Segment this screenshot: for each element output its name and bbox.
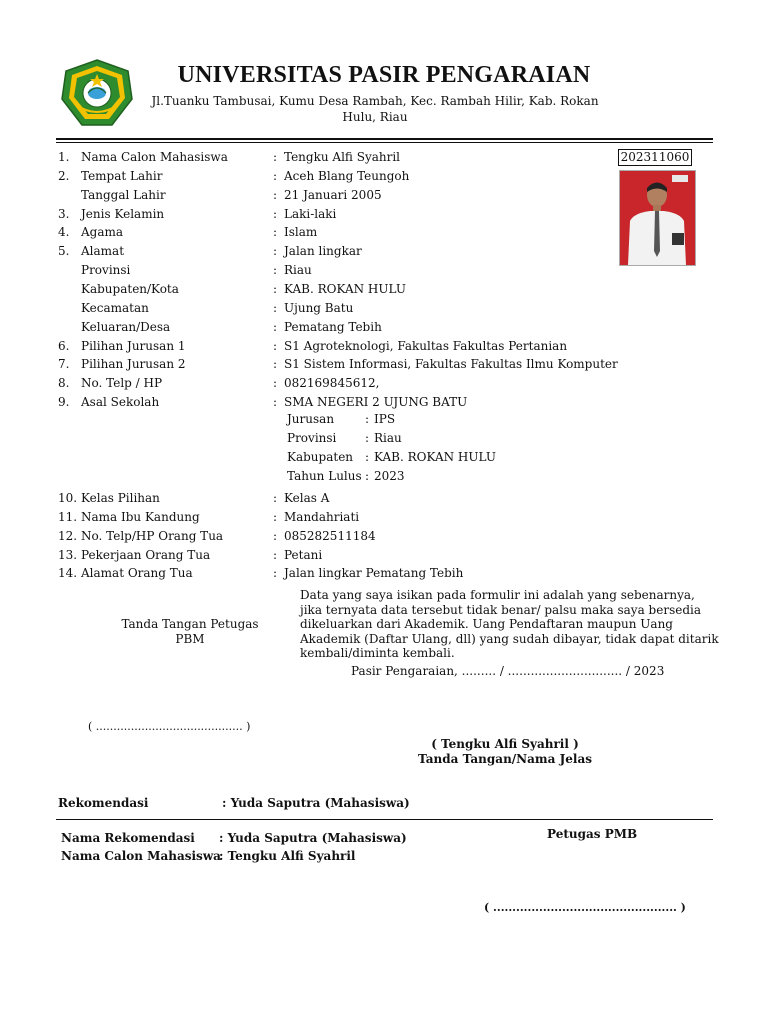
field-number: 3. — [58, 206, 70, 221]
field-label: Alamat — [81, 244, 125, 259]
field-label: Nama Ibu Kandung — [81, 509, 200, 524]
field-number: 1. — [58, 150, 70, 164]
field-value: SMA NEGERI 2 UJUNG BATU — [284, 395, 468, 410]
field-colon: : — [273, 206, 278, 221]
field-number: 6. — [58, 338, 70, 353]
field-colon: : — [273, 509, 278, 524]
officer-signature-label-line2: PBM — [175, 632, 205, 646]
field-number: 7. — [58, 357, 70, 372]
field-number: 14. — [58, 566, 78, 581]
field-label: Pekerjaan Orang Tua — [81, 547, 211, 562]
field-label: Pilihan Jurusan 1 — [81, 338, 186, 353]
applicant-signature-name: ( Tengku Alfi Syahril ) — [431, 737, 579, 751]
declaration-place-date: Pasir Pengaraian, ......... / .............................. / 2023 — [351, 664, 665, 678]
field-value: Kelas A — [284, 491, 330, 505]
field-value: 085282511184 — [284, 528, 376, 543]
field-value: S1 Agroteknologi, Fakultas Fakultas Pertanian — [284, 338, 568, 353]
footer-rec-name-label: Nama Rekomendasi — [61, 831, 195, 845]
school-detail-value: 2023 — [374, 469, 405, 483]
officer-signature-label-line1: Tanda Tangan Petugas — [121, 617, 259, 631]
school-detail-value: KAB. ROKAN HULU — [374, 450, 496, 464]
field-value: Jalan lingkar — [284, 244, 362, 259]
school-detail-label: Jurusan — [287, 412, 335, 426]
registration-number: 202311060 — [618, 149, 692, 166]
field-value: Islam — [284, 225, 318, 240]
school-detail-colon: : — [365, 469, 370, 483]
field-value: S1 Sistem Informasi, Fakultas Fakultas Ilmu Komputer — [284, 357, 618, 372]
field-number: 4. — [58, 225, 70, 240]
school-detail-value: IPS — [374, 412, 396, 426]
field-colon: : — [273, 281, 278, 296]
footer-applicant-value: : Tengku Alfi Syahril — [219, 849, 356, 863]
field-label: No. Telp / HP — [81, 376, 163, 391]
field-colon: : — [273, 491, 278, 505]
field-value: Petani — [284, 547, 323, 562]
field-colon: : — [273, 395, 278, 410]
officer-signature-blank: ( .......................................... ) — [88, 720, 251, 733]
field-number: 13. — [58, 547, 78, 562]
header-divider-thick — [56, 138, 713, 140]
officer-signature-label — [100, 617, 280, 647]
field-value: Tengku Alfi Syahril — [284, 150, 401, 164]
field-value: Ujung Batu — [284, 300, 354, 315]
footer-applicant-label: Nama Calon Mahasiswa — [61, 849, 221, 863]
school-detail-label: Provinsi — [287, 431, 337, 445]
field-label: No. Telp/HP Orang Tua — [81, 528, 224, 543]
field-colon: : — [273, 357, 278, 372]
field-value: Riau — [284, 263, 312, 278]
field-number: 10. — [58, 491, 78, 505]
field-label: Kecamatan — [81, 300, 149, 315]
field-value: Mandahriati — [284, 509, 360, 524]
field-label: Alamat Orang Tua — [81, 566, 193, 581]
header-divider-thin — [56, 142, 713, 143]
field-label: Agama — [81, 225, 124, 240]
field-value: KAB. ROKAN HULU — [284, 281, 406, 296]
footer-officer-label: Petugas PMB — [547, 827, 638, 841]
field-colon: : — [273, 547, 278, 562]
field-colon: : — [273, 300, 278, 315]
field-number: 8. — [58, 376, 70, 391]
field-label: Kabupaten/Kota — [81, 281, 179, 296]
field-label: Asal Sekolah — [81, 395, 160, 410]
field-label: Provinsi — [81, 263, 131, 278]
field-colon: : — [273, 225, 278, 240]
school-detail-colon: : — [365, 450, 370, 464]
field-label: Jenis Kelamin — [81, 206, 165, 221]
school-detail-label: Kabupaten — [287, 450, 354, 464]
university-name: UNIVERSITAS PASIR PENGARAIAN — [177, 62, 591, 88]
university-address: Jl.Tuanku Tambusai, Kumu Desa Rambah, Kec. Rambah Hilir, Kab. Rokan Hulu, Riau — [151, 94, 599, 124]
field-colon: : — [273, 187, 278, 202]
footer-divider — [56, 819, 713, 820]
footer-officer-blank: ( ................................................ ) — [484, 901, 686, 914]
field-colon: : — [273, 150, 278, 164]
field-colon: : — [273, 376, 278, 391]
field-colon: : — [273, 528, 278, 543]
field-label: Keluaran/Desa — [81, 319, 171, 334]
school-detail-label: Tahun Lulus — [287, 469, 362, 483]
field-label: Pilihan Jurusan 2 — [81, 357, 186, 372]
field-number: 5. — [58, 244, 70, 259]
field-number: 2. — [58, 168, 70, 183]
field-number: 12. — [58, 528, 78, 543]
field-value: Jalan lingkar Pematang Tebih — [284, 566, 464, 581]
field-number: 9. — [58, 395, 70, 410]
field-value: Laki-laki — [284, 206, 337, 221]
field-label: Nama Calon Mahasiswa — [81, 150, 228, 164]
field-colon: : — [273, 168, 278, 183]
field-value: Pematang Tebih — [284, 319, 382, 334]
declaration-text: Data yang saya isikan pada formulir ini adalah yang sebenarnya, jika ternyata data tersebut tidak benar/ palsu maka saya bersedia dikeluarkan dari Akademik. Uang Pendaftaran maupun Uang Akademik (Daftar Ulang, dll) yang sudah dibayar, tidak dapat ditarik kembali/diminta kembali. — [300, 588, 719, 661]
recommendation-value: : Yuda Saputra (Mahasiswa) — [222, 796, 410, 810]
field-colon: : — [273, 263, 278, 278]
field-number: 11. — [58, 509, 78, 524]
field-colon: : — [273, 566, 278, 581]
field-label: Tempat Lahir — [81, 168, 163, 183]
school-detail-value: Riau — [374, 431, 402, 445]
field-value: 082169845612, — [284, 376, 380, 391]
field-value: Aceh Blang Teungoh — [284, 168, 410, 183]
recommendation-label: Rekomendasi — [58, 796, 149, 810]
applicant-signature-caption: Tanda Tangan/Nama Jelas — [418, 752, 592, 766]
field-label: Kelas Pilihan — [81, 491, 160, 505]
footer-rec-name-value: : Yuda Saputra (Mahasiswa) — [219, 831, 407, 845]
field-colon: : — [273, 338, 278, 353]
field-colon: : — [273, 244, 278, 259]
school-detail-colon: : — [365, 431, 370, 445]
school-detail-colon: : — [365, 412, 370, 426]
applicant-photo — [619, 170, 696, 266]
field-label: Tanggal Lahir — [81, 187, 166, 202]
field-colon: : — [273, 319, 278, 334]
field-value: 21 Januari 2005 — [284, 187, 382, 202]
